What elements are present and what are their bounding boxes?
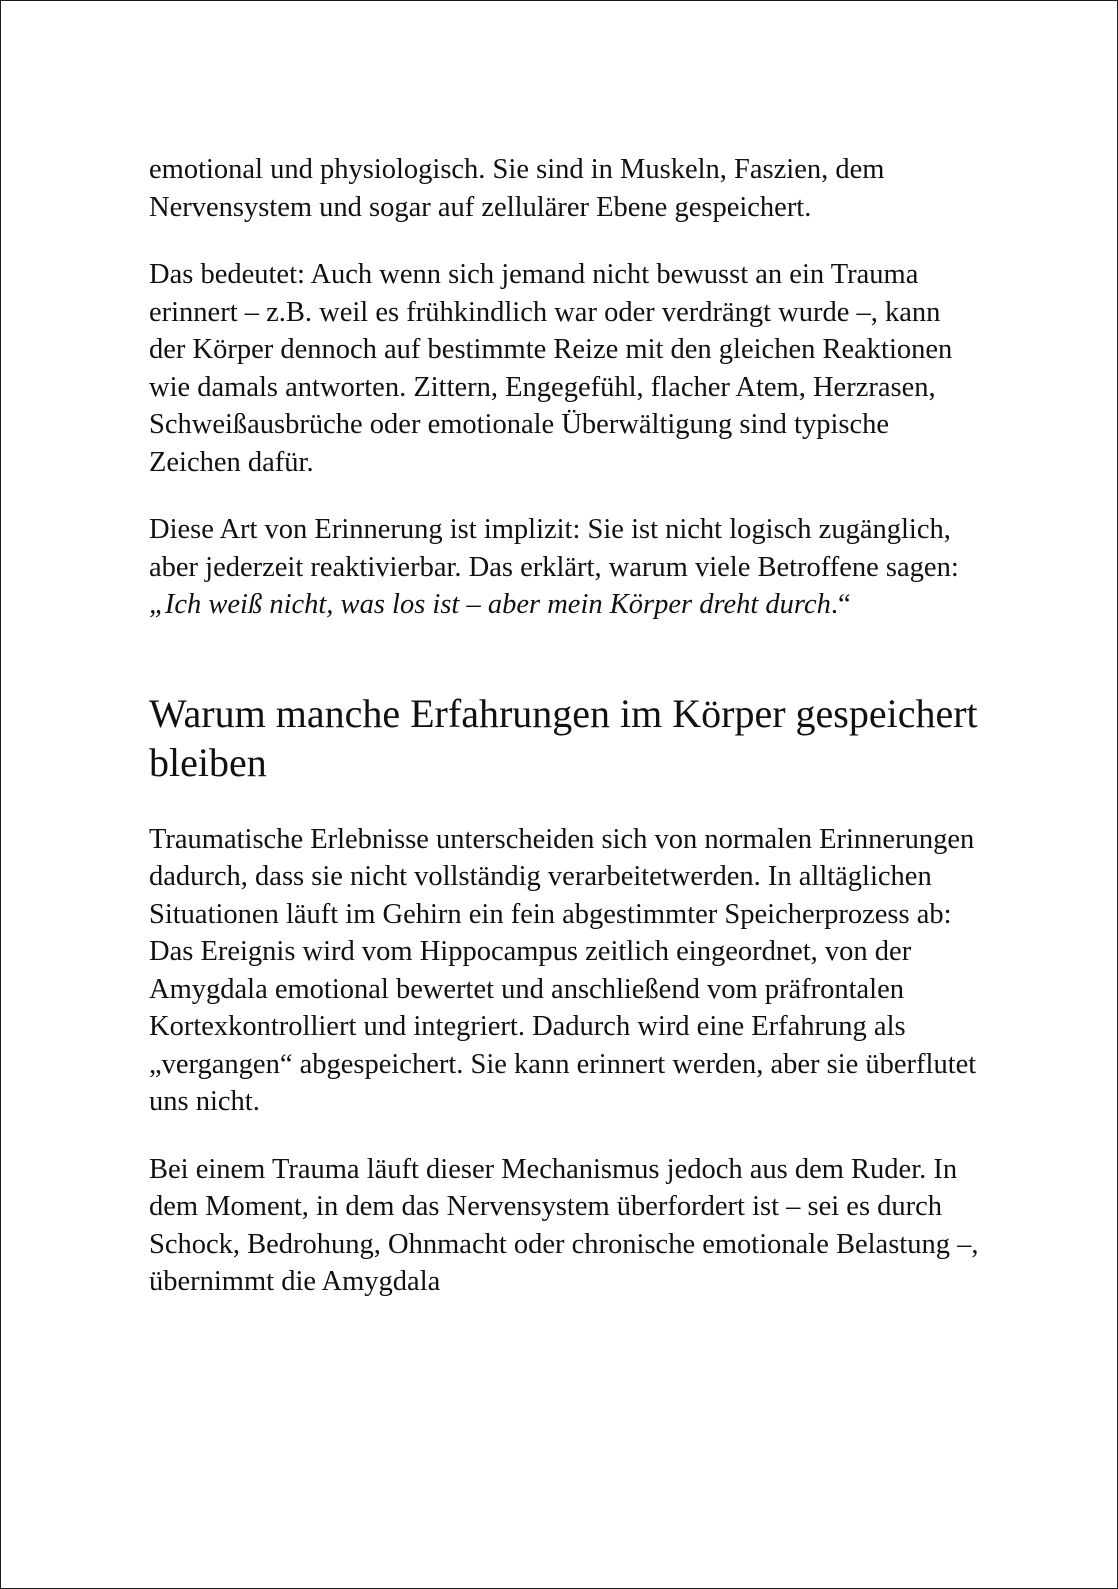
page-content [149,151,979,1301]
body-paragraph-4: Traumatische Erlebnisse unterscheiden sich von normalen Erinnerungen dadurch, dass sie nicht vollständig verarbeitetwerden. In alltäglichen Situationen läuft im Gehirn ein fein abgestimmter Speicherprozess ab: Das Ereignis wird vom Hippocampus zeitlich eingeordnet, von der Amygdala emotional bewertet und anschließend vom präfrontalen Kortexkontrolliert und integriert. Dadurch wird eine Erfahrung als „vergangen“ abgespeichert. Sie kann erinnert werden, aber sie überflutet uns nicht. [149,823,977,1117]
quote-closing: .“ [830,589,851,620]
quote-line [149,586,979,624]
body-paragraph-5: Bei einem Trauma läuft dieser Mechanismus jedoch aus dem Ruder. In dem Moment, in dem das Nervensystem überfordert ist – sei es durch Schock, Bedrohung, Ohnmacht oder chronische emotionale Belastung –, übernimmt die Amygdala [149,1153,979,1297]
paragraph-gap [149,1121,979,1151]
paragraph-gap [149,481,979,511]
section-gap [149,624,979,689]
body-paragraph-2: Das bedeutet: Auch wenn sich jemand nicht bewusst an ein Trauma erinnert – z.B. weil es frühkindlich war oder verdrängt wurde –, kann der Körper dennoch auf bestimmte Reize mit den gleichen Reaktionen wie damals antworten. Zittern, Engegefühl, flacher Atem, Herzrasen, Schweißausbrüche oder emotionale Überwältigung sind typische Zeichen dafür. [149,259,953,478]
section-heading: Warum manche Erfahrungen im Körper gespeichert bleiben [149,690,978,785]
quote-text: „Ich weiß nicht, was los ist – aber mein Körper dreht durch [149,589,831,620]
heading-gap [149,787,979,821]
body-paragraph-1: emotional und physiologisch. Sie sind in Muskeln, Faszien, dem Nervensystem und sogar auf zellulärer Ebene gespeichert. [149,154,885,223]
paragraph-gap [149,226,979,256]
body-paragraph-3: Diese Art von Erinnerung ist implizit: Sie ist nicht logisch zugänglich, aber jederzeit reaktivierbar. Das erklärt, warum viele Betroffene sagen: [149,514,959,583]
